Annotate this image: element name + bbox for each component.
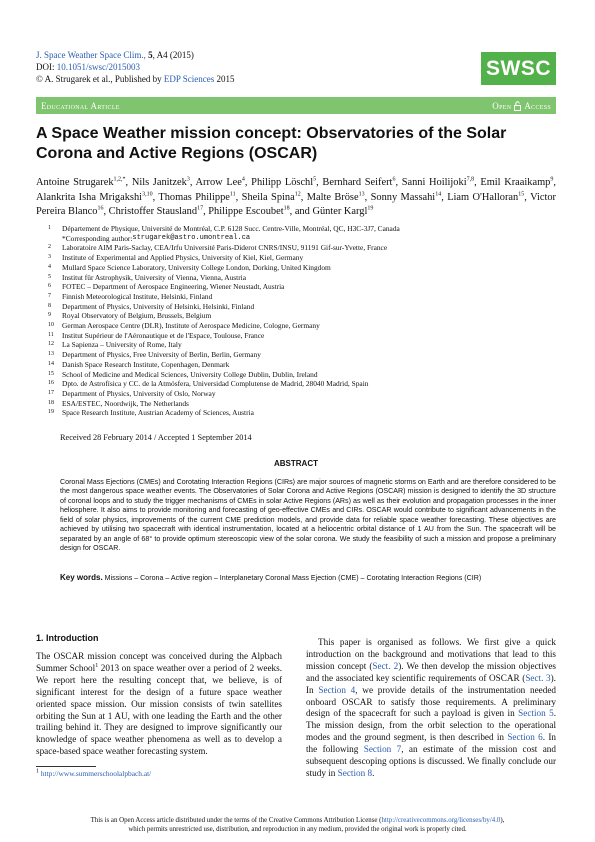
affiliation — [48, 292, 556, 302]
section-link[interactable]: Section 5 — [518, 708, 554, 719]
affiliation — [48, 224, 556, 234]
affiliation — [48, 389, 556, 399]
affiliation-text: Institute of Experimental and Applied Physics, University of Kiel, Kiel, Germany — [62, 253, 304, 263]
affiliation — [48, 331, 556, 341]
author-affiliation-ref: 3 — [186, 176, 190, 183]
author: Liam O'Halloran — [447, 191, 519, 203]
license-line-2: which permits unrestricted use, distribution, and reproduction in any medium, provided the original work is properly cited. — [128, 826, 467, 833]
section-link[interactable]: Section 7 — [363, 744, 402, 755]
open-lock-icon — [514, 101, 521, 111]
author: Nils Janitzek — [131, 177, 187, 188]
footnote — [36, 769, 151, 778]
author-affiliation-ref: 1,2,* — [113, 176, 126, 183]
intro-paragraph-1: The OSCAR mission concept was conceived during the Alpbach Summer School$^1$ 2013 on space weather over a period of 2 weeks. We report here the resulting concept that, we believe, is of significant interest for the design of a future space weather oriented space mission. Our mission consists of twin satellites orbiting the Sun at 1 AU, with one leading the Earth and the other trailing behind it. They are designed to improve significantly our knowledge of space weather phenomena as well as to develop a space-based space weather forecasting system. — [36, 651, 283, 757]
journal-header — [36, 49, 234, 85]
copyright-text: © A. Strugarek et al., Published by — [36, 74, 164, 84]
affiliation-number: 8 — [48, 302, 51, 309]
affiliation-number: 5 — [48, 273, 51, 280]
section-link[interactable]: Sect. 2 — [372, 660, 399, 671]
affiliation-text: Department of Physics, University of Helsinki, Helsinki, Finland — [62, 301, 255, 311]
affiliation-number: 7 — [48, 292, 51, 299]
affiliation-number — [48, 234, 62, 244]
author: Emil Kraaikamp — [480, 177, 551, 188]
copyright-year: 2015 — [214, 74, 235, 84]
affiliation-number: 12 — [48, 341, 54, 348]
affiliation-text: Dpto. de Astrofísica y CC. de la Atmósfera, Universidad Complutense de Madrid, 28040 Madrid, Spain — [62, 379, 369, 389]
affiliation — [48, 302, 556, 312]
author-affiliation-ref: 18 — [283, 205, 290, 212]
abstract-text: Coronal Mass Ejections (CMEs) and Corotating Interaction Regions (CIRs) are major sources of magnetic storms on Earth and are therefore considered to be the most dangerous space weather events. The Observatories of Solar Corona and Active Regions (OSCAR) mission is designed to identify the 3D structure of coronal loops and to study the trigger mechanisms of CMEs in solar Active Regions (ARs) as well as their evolution and propagation processes in the inner heliosphere. It also aims to provide monitoring and forecasting of geo-effective CMEs and CIRs. OSCAR would contribute to significant advancements in the field of solar physics, improvements of the current CME prediction models, and provide data for reliable space weather forecasting. These objectives are achieved by utilising two spacecraft with identical instrumentation, located at a heliocentric orbital distance of 1 AU from the Sun. The spacecraft will be separated by an angle of 68° to provide optimum stereoscopic view of the solar corona. We study the feasibility of such a mission and propose a preliminary design for OSCAR. — [60, 478, 556, 553]
author-affiliation-ref: 15 — [518, 191, 525, 198]
affiliation-text: FOTEC – Department of Aerospace Engineering, Wiener Neustadt, Austria — [62, 282, 285, 292]
article-type-band — [36, 97, 556, 114]
affiliation-text: *Corresponding author: — [62, 233, 133, 243]
article-type: Educational Article — [41, 100, 120, 111]
affiliation-number: 6 — [48, 283, 51, 290]
affiliation-text: Space Research Institute, Austrian Academy of Sciences, Austria — [62, 408, 254, 418]
author: Alankrita Isha Mrigakshi — [36, 191, 143, 203]
author-conjunction: and — [294, 206, 310, 217]
doi-label: DOI: — [36, 62, 57, 72]
affiliation — [48, 243, 556, 253]
affiliation-number: 19 — [48, 409, 54, 416]
author-affiliation-ref: 12 — [294, 191, 301, 198]
journal-logo: SWSC — [481, 52, 556, 85]
affiliation-number: 11 — [48, 331, 54, 338]
affiliation-number: 15 — [48, 370, 54, 377]
affiliation-number: 3 — [48, 254, 51, 261]
affiliation — [48, 340, 556, 350]
affiliation — [48, 399, 556, 409]
author: Christoffer Stausland — [108, 206, 198, 217]
affiliation — [48, 408, 556, 418]
affiliation — [48, 370, 556, 380]
author: Bernhard Seifert — [322, 177, 393, 188]
author: Antoine Strugarek — [36, 177, 114, 188]
affiliation-text: Mullard Space Science Laboratory, University College London, Dorking, United Kingdom — [62, 262, 331, 272]
affiliation — [48, 321, 556, 331]
author-affiliation-ref: 3,10 — [142, 191, 153, 198]
open-access-badge — [492, 101, 551, 111]
affiliation-text: ESA/ESTEC, Noordwijk, The Netherlands — [62, 398, 189, 408]
author-affiliation-ref: 4 — [241, 176, 245, 183]
author-affiliation-ref: 19 — [367, 205, 374, 212]
footnote-link[interactable]: http://www.summerschoolalpbach.at/ — [40, 769, 152, 778]
affiliation-number: 9 — [48, 312, 51, 319]
affiliation-text: Department of Physics, Free University of Berlin, Berlin, Germany — [62, 350, 261, 360]
author: Sonny Massahi — [370, 191, 436, 203]
copyright-line — [36, 73, 234, 85]
footnote-number: 1 — [36, 768, 39, 775]
paper-title: A Space Weather mission concept: Observatories of the Solar Corona and Active Regions (OSCAR) — [36, 125, 507, 162]
affiliation — [48, 234, 556, 244]
keywords-label: Key words. — [60, 573, 103, 582]
footnote-divider — [36, 766, 96, 767]
section-heading: 1. Introduction — [36, 633, 99, 643]
doi-line — [36, 61, 234, 73]
affiliation-number: 16 — [48, 380, 54, 387]
volume: 5 — [148, 50, 153, 60]
keywords — [60, 573, 556, 584]
affiliation-text: School of Medicine and Medical Sciences, University College Dublin, Dublin, Ireland — [62, 369, 318, 379]
author-affiliation-ref: 11 — [229, 191, 236, 198]
license-footer — [0, 816, 595, 834]
publisher-link[interactable]: EDP Sciences — [163, 74, 215, 84]
affiliation — [48, 282, 556, 292]
affiliation-text: Finnish Meteorological Institute, Helsinki, Finland — [62, 291, 213, 301]
license-link[interactable]: http://creativecommons.org/licenses/by/4.0 — [381, 817, 501, 824]
open-access-label: Open — [492, 100, 512, 111]
affiliation-number: 1 — [48, 225, 51, 231]
doi-link[interactable]: 10.1051/swsc/2015003 — [56, 62, 140, 72]
affiliation-number: 18 — [48, 399, 54, 406]
affiliation-number: 13 — [48, 351, 54, 358]
affiliation-number: 2 — [48, 244, 51, 251]
affiliation-text: Department of Physics, University of Oslo, Norway — [62, 388, 216, 398]
author-affiliation-ref: 14 — [435, 191, 442, 198]
affiliation-text: La Sapienza – University of Rome, Italy — [62, 340, 182, 350]
author-affiliation-ref: 16 — [97, 205, 104, 212]
author: Arrow Lee — [195, 177, 242, 188]
affiliation — [48, 273, 556, 283]
author-affiliation-ref: 13 — [358, 191, 365, 198]
author: Malte Bröse — [306, 191, 359, 203]
author-affiliation-ref: 17 — [197, 205, 204, 212]
affiliation-number: 14 — [48, 360, 54, 367]
author-affiliation-ref: 5 — [313, 176, 317, 183]
affiliation-text: Institut für Astrophysik, University of Vienna, Vienna, Austria — [62, 272, 246, 282]
keywords-text: Missions – Corona – Active region – Interplanetary Coronal Mass Ejection (CME) – Corotating Interaction Regions (CIR) — [104, 574, 482, 582]
author: Günter Kargl — [312, 206, 368, 217]
author-list: Antoine Strugarek$^{1,2,*}$, Nils Janitzek$^3$, Arrow Lee$^4$, Philipp Löschl$^5$, Bernhard Seifert$^6$, Sanni Hoilijoki$^{7,8}$, Emil Kraaikamp$^9$, Alankrita Isha Mrigakshi$^{3,10}$, Thomas Philippe$^{11}$, Sheila Spina$^{12}$, Malte Bröse$^{13}$, Sonny Massahi$^{14}$, Liam O'Halloran$^{15}$, Victor Pereira Blanco$^{16}$, Christoffer Stausland$^{17}$, Philippe Escoubet$^{18}$, and Günter Kargl$^{19}$ — [36, 176, 556, 217]
affiliation — [48, 350, 556, 360]
affiliation-text: Danish Space Research Institute, Copenhagen, Denmark — [62, 359, 230, 369]
section-link[interactable]: Section 4 — [318, 684, 356, 695]
article-number: , A4 (2015) — [152, 50, 194, 60]
author-affiliation-ref: 9 — [550, 176, 554, 183]
affiliation-text: Royal Observatory of Belgium, Brussels, Belgium — [62, 311, 212, 321]
affiliation-number: 17 — [48, 389, 54, 396]
author: Sheila Spina — [241, 191, 295, 203]
section-link[interactable]: Sect. 3 — [525, 672, 551, 683]
intro-paragraph-2: This paper is organised as follows. We first give a quick introduction on the background and motivations that lead to this mission concept (Sect. 2). We then develop the mission objectives and the associated key scientific requirements of OSCAR (Sect. 3). In Section 4, we provide details of the instrumentation needed onboard OSCAR to satisfy those requirements. A preliminary design of the spacecraft for such a payload is given in Section 5. The mission design, from the orbit selection to the operational modes and the ground segment, is then described in Section 6. In the following Section 7, an estimate of the mission cost and subsequent descoping options is discussed. We finally conclude our study in Section 8. — [306, 637, 557, 778]
affiliation-text: Département de Physique, Université de Montréal, C.P. 6128 Succ. Centre-Ville, Montréal, QC, H3C-3J7, Canada — [62, 224, 400, 233]
footnote-ref[interactable]: 1 — [95, 662, 99, 669]
license-line-1: This is an Open Access article distributed under the terms of the Creative Commons Attribution License (http://creativecommons.org/licenses/by/4.0), — [90, 817, 505, 824]
author: Philippe Escoubet — [208, 206, 284, 217]
affiliation — [48, 263, 556, 273]
affiliation-list — [48, 224, 556, 418]
received-dates: Received 28 February 2014 / Accepted 1 September 2014 — [60, 433, 252, 442]
author-affiliation-ref: 6 — [392, 176, 396, 183]
affiliation-number: 4 — [48, 263, 51, 270]
affiliation — [48, 379, 556, 389]
section-link[interactable]: Section 6 — [507, 732, 543, 743]
section-link[interactable]: Section 8 — [337, 767, 373, 778]
affiliation-number: 10 — [48, 322, 54, 329]
affiliation — [48, 360, 556, 370]
affiliation-text: Laboratoire AIM Paris-Saclay, CEA/Irfu Université Paris-Diderot CNRS/INSU, 91191 Gif-sur-Yvette, France — [62, 243, 388, 253]
affiliation — [48, 253, 556, 263]
email-link[interactable]: strugarek@astro.umontreal.ca — [132, 233, 251, 242]
author-affiliation-ref: 7,8 — [466, 176, 475, 183]
affiliation-text: German Aerospace Centre (DLR), Institute of Aerospace Medicine, Cologne, Germany — [62, 321, 320, 331]
citation-line — [36, 49, 234, 61]
author: Philipp Löschl — [251, 177, 314, 188]
author: Victor Pereira Blanco — [36, 191, 556, 217]
author: Sanni Hoilijoki — [401, 177, 467, 188]
journal-name[interactable]: J. Space Weather Space Clim., — [36, 50, 146, 60]
affiliation-text: Institut Supérieur de l'Aéronautique et de l'Espace, Toulouse, France — [62, 330, 265, 340]
author: Thomas Philippe — [158, 191, 230, 203]
affiliation — [48, 311, 556, 321]
abstract-heading: ABSTRACT — [274, 459, 318, 468]
access-label: Access — [524, 100, 551, 111]
